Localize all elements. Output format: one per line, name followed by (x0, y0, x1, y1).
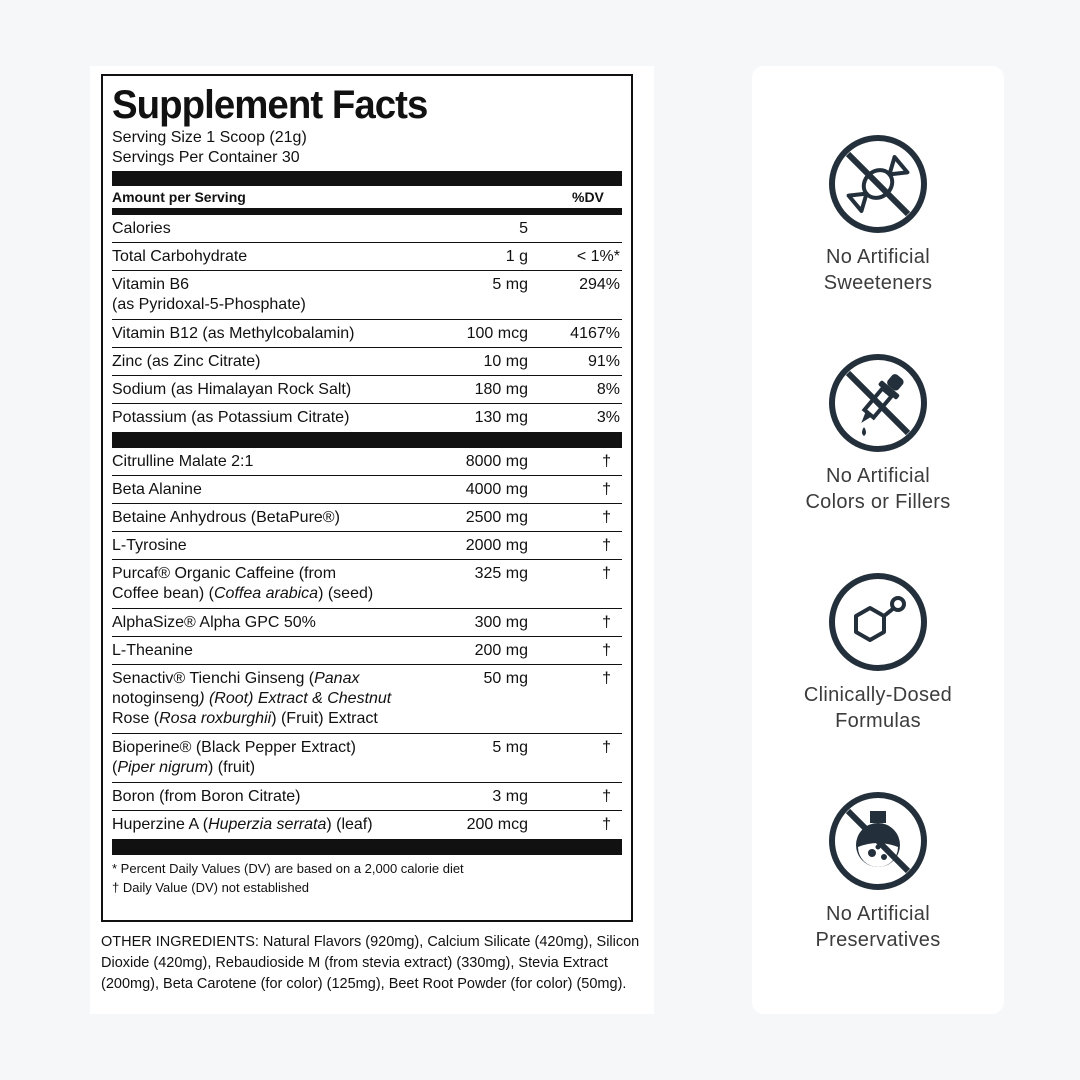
divider-section (112, 839, 622, 855)
row-amount: 50 mg (483, 670, 528, 687)
footnotes (112, 855, 622, 897)
row-dv: † (602, 509, 611, 526)
row-name: Citrulline Malate 2:1 (112, 453, 254, 470)
row-amount: 10 mg (483, 353, 528, 370)
row-dv: † (602, 453, 611, 470)
row-name: Betaine Anhydrous (BetaPure®) (112, 509, 340, 526)
divider-thick (112, 171, 622, 186)
servings-per-container: Servings Per Container 30 (112, 149, 300, 166)
row-name: Vitamin B6 (as Pyridoxal-5-Phosphate) (112, 276, 306, 313)
table-row (112, 560, 622, 609)
row-name: Potassium (as Potassium Citrate) (112, 409, 350, 426)
table-row (112, 609, 622, 637)
row-amount: 130 mg (474, 409, 528, 426)
row-amount: 2500 mg (465, 509, 528, 526)
row-name: Calories (112, 220, 171, 237)
badge-label: Clinically-Dosed Formulas (803, 684, 953, 732)
divider-medium (112, 208, 622, 215)
table-row (112, 476, 622, 504)
table-row (112, 532, 622, 560)
amount-per-serving-header: Amount per Serving (112, 189, 246, 205)
supplement-facts-panel (90, 66, 654, 1014)
row-amount: 2000 mg (465, 537, 528, 554)
row-dv: † (602, 739, 611, 756)
row-name: Zinc (as Zinc Citrate) (112, 353, 261, 370)
badge-label: No Artificial Colors or Fillers (805, 465, 951, 513)
row-name: Senactiv® Tienchi Ginseng (Panax notoginseng) (Root) Extract & Chestnut Rose (Rosa roxburghii) (Fruit) Extract (112, 670, 392, 727)
row-dv: † (602, 614, 611, 631)
row-amount: 4000 mg (465, 481, 528, 498)
row-name: Purcaf® Organic Caffeine (from Coffee bean) (Coffea arabica) (seed) (112, 565, 374, 602)
no-candy-icon (826, 132, 930, 236)
table-row (112, 504, 622, 532)
row-amount: 5 (519, 220, 528, 237)
row-name: L-Theanine (112, 642, 193, 659)
table-row (112, 665, 622, 734)
ingredient-table (112, 448, 622, 839)
facts-title: Supplement Facts (112, 83, 428, 127)
amount-header-row (112, 186, 622, 208)
table-row (112, 448, 622, 476)
supplement-facts-label (101, 74, 633, 922)
table-row (112, 637, 622, 665)
row-name: AlphaSize® Alpha GPC 50% (112, 614, 316, 631)
row-dv: 3% (596, 409, 620, 426)
footnote-dv: * Percent Daily Values (DV) are based on a 2,000 calorie diet (112, 861, 464, 876)
table-row (112, 348, 622, 376)
badge-no-artificial-colors (752, 351, 1004, 515)
table-row (112, 783, 622, 811)
molecule-icon (826, 570, 930, 674)
row-amount: 5 mg (492, 276, 528, 293)
row-amount: 200 mcg (466, 816, 528, 833)
row-dv: † (602, 565, 611, 582)
row-dv: † (602, 816, 611, 833)
serving-size: Serving Size 1 Scoop (21g) (112, 129, 307, 146)
row-name: Bioperine® (Black Pepper Extract) (Piper nigrum) (fruit) (112, 739, 356, 776)
badge-label: No Artificial Sweeteners (823, 246, 933, 294)
vitamin-table (112, 215, 622, 432)
row-dv: 294% (579, 276, 620, 293)
table-row (112, 734, 622, 783)
badge-no-artificial-sweeteners (752, 132, 1004, 296)
row-name: Total Carbohydrate (112, 248, 248, 265)
row-name: Huperzine A (Huperzia serrata) (leaf) (112, 816, 373, 833)
row-amount: 300 mg (474, 614, 528, 631)
table-row (112, 215, 622, 243)
table-row (112, 376, 622, 404)
no-flask-icon (826, 789, 930, 893)
no-dropper-icon (826, 351, 930, 455)
badge-clinically-dosed (752, 570, 1004, 734)
row-dv: 8% (596, 381, 620, 398)
table-row (112, 811, 622, 839)
row-dv: † (602, 788, 611, 805)
row-dv: < 1%* (576, 248, 620, 265)
row-dv (528, 219, 622, 242)
row-amount: 3 mg (492, 788, 528, 805)
row-amount: 180 mg (474, 381, 528, 398)
row-dv: † (602, 670, 611, 687)
row-amount: 1 g (505, 248, 528, 265)
dv-header: %DV (572, 189, 604, 205)
table-row (112, 404, 622, 432)
row-amount: 100 mcg (466, 325, 528, 342)
table-row (112, 243, 622, 271)
row-name: Vitamin B12 (as Methylcobalamin) (112, 325, 355, 342)
row-dv: 4167% (570, 325, 620, 342)
row-name: Sodium (as Himalayan Rock Salt) (112, 381, 352, 398)
row-name: Beta Alanine (112, 481, 202, 498)
table-row (112, 320, 622, 348)
divider-section (112, 432, 622, 448)
footnote-dagger: † Daily Value (DV) not established (112, 880, 310, 895)
badge-label: No Artificial Preservatives (815, 903, 941, 951)
row-amount: 200 mg (474, 642, 528, 659)
other-ingredients: OTHER INGREDIENTS: Natural Flavors (920mg), Calcium Silicate (420mg), Silicon Dioxide (420mg), Rebaudioside M (from stevia extract) (330mg), Stevia Extract (200mg), Beta Carotene (for color) (125mg), Beet Root Powder (for color) (50mg). (101, 934, 640, 992)
row-dv: † (602, 537, 611, 554)
badge-no-artificial-preservatives (752, 789, 1004, 953)
row-amount: 8000 mg (465, 453, 528, 470)
feature-badges-panel (752, 66, 1004, 1014)
row-amount: 325 mg (474, 565, 528, 582)
row-name: Boron (from Boron Citrate) (112, 788, 301, 805)
row-amount: 5 mg (492, 739, 528, 756)
row-dv: † (602, 481, 611, 498)
table-row (112, 271, 622, 320)
row-dv: 91% (587, 353, 620, 370)
row-dv: † (602, 642, 611, 659)
row-name: L-Tyrosine (112, 537, 187, 554)
